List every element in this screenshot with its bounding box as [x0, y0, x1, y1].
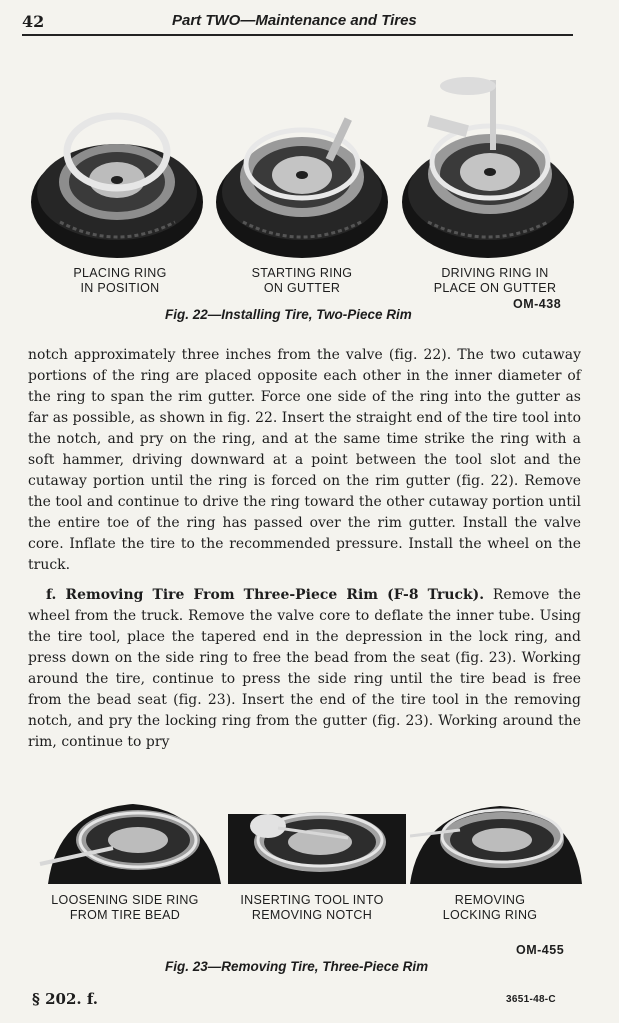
running-head: Part TWO—Maintenance and Tires: [172, 12, 417, 29]
tire-photo-inserting-tool: [228, 800, 406, 884]
figure-22-code: OM-438: [513, 297, 562, 311]
paragraph-1: notch approximately three inches from the valve (fig. 22). The two cutaway portions of the ring are placed opposite each other in the inner diameter of the ring to span the rim gutter. Force one side of the ring into the gutter as far as possible, as shown in fig. 22. Insert the straight end of the tire tool into the notch, and pry on the ring, and at the same time strike the ring with a soft hammer, driving downward at a point between the tool slot and the cutaway portion until the ring is forced on the rim gutter (fig. 22). Remove the tool and continue to drive the ring toward the other cutaway portion until the entire toe of the ring has passed over the rim gutter. Install the valve core. Inflate the tire to the recommended pressure. Install the wheel on the truck.: [28, 347, 581, 573]
paragraph-2-lead: f. Removing Tire From Three-Piece Rim (F-8 Truck).: [46, 587, 485, 603]
figure-23-caption-2: INSERTING TOOL INTO REMOVING NOTCH: [240, 893, 384, 922]
tire-photo-removing-locking-ring: [410, 800, 582, 884]
tire-photo-placing-ring: [30, 92, 205, 262]
section-reference: § 202. f.: [32, 990, 98, 1008]
paragraph-2-text: Remove the wheel from the truck. Remove the valve core to deflate the inner tube. Using the tire tool, place the tapered end in the depression in the lock ring, and press down on the side ring to free the bead from the seat (fig. 23). Working around the tire, continue to press the side ring until the tire bead is free from the bead seat (fig. 23). Insert the end of the tire tool in the removing notch, and pry the locking ring from the gutter (fig. 23). Working around the rim, continue to pry: [28, 587, 581, 750]
figure-22-caption-2: STARTING RING ON GUTTER: [251, 266, 353, 295]
figure-23-caption-1: LOOSENING SIDE RING FROM TIRE BEAD: [51, 893, 199, 922]
figure-22-caption-1: PLACING RING IN POSITION: [73, 266, 167, 295]
figure-22-photos: [30, 72, 575, 262]
figure-23-code: OM-455: [516, 943, 565, 957]
tire-photo-driving-ring: [398, 72, 576, 262]
page-header: [22, 10, 573, 36]
figure-23-caption-3: REMOVING LOCKING RING: [442, 893, 538, 922]
figure-23-title: Fig. 23—Removing Tire, Three-Piece Rim: [165, 959, 429, 974]
tire-photo-loosening-side-ring: [38, 800, 223, 884]
figure-22-title: Fig. 22—Installing Tire, Two-Piece Rim: [165, 307, 412, 322]
tire-photo-starting-ring: [215, 102, 390, 262]
figure-22-caption-3: DRIVING RING IN PLACE ON GUTTER: [433, 266, 557, 295]
paragraph-2: [28, 585, 581, 753]
page-number: 42: [22, 12, 45, 31]
print-code: 3651-48-C: [506, 994, 556, 1005]
body-text: [28, 345, 581, 753]
